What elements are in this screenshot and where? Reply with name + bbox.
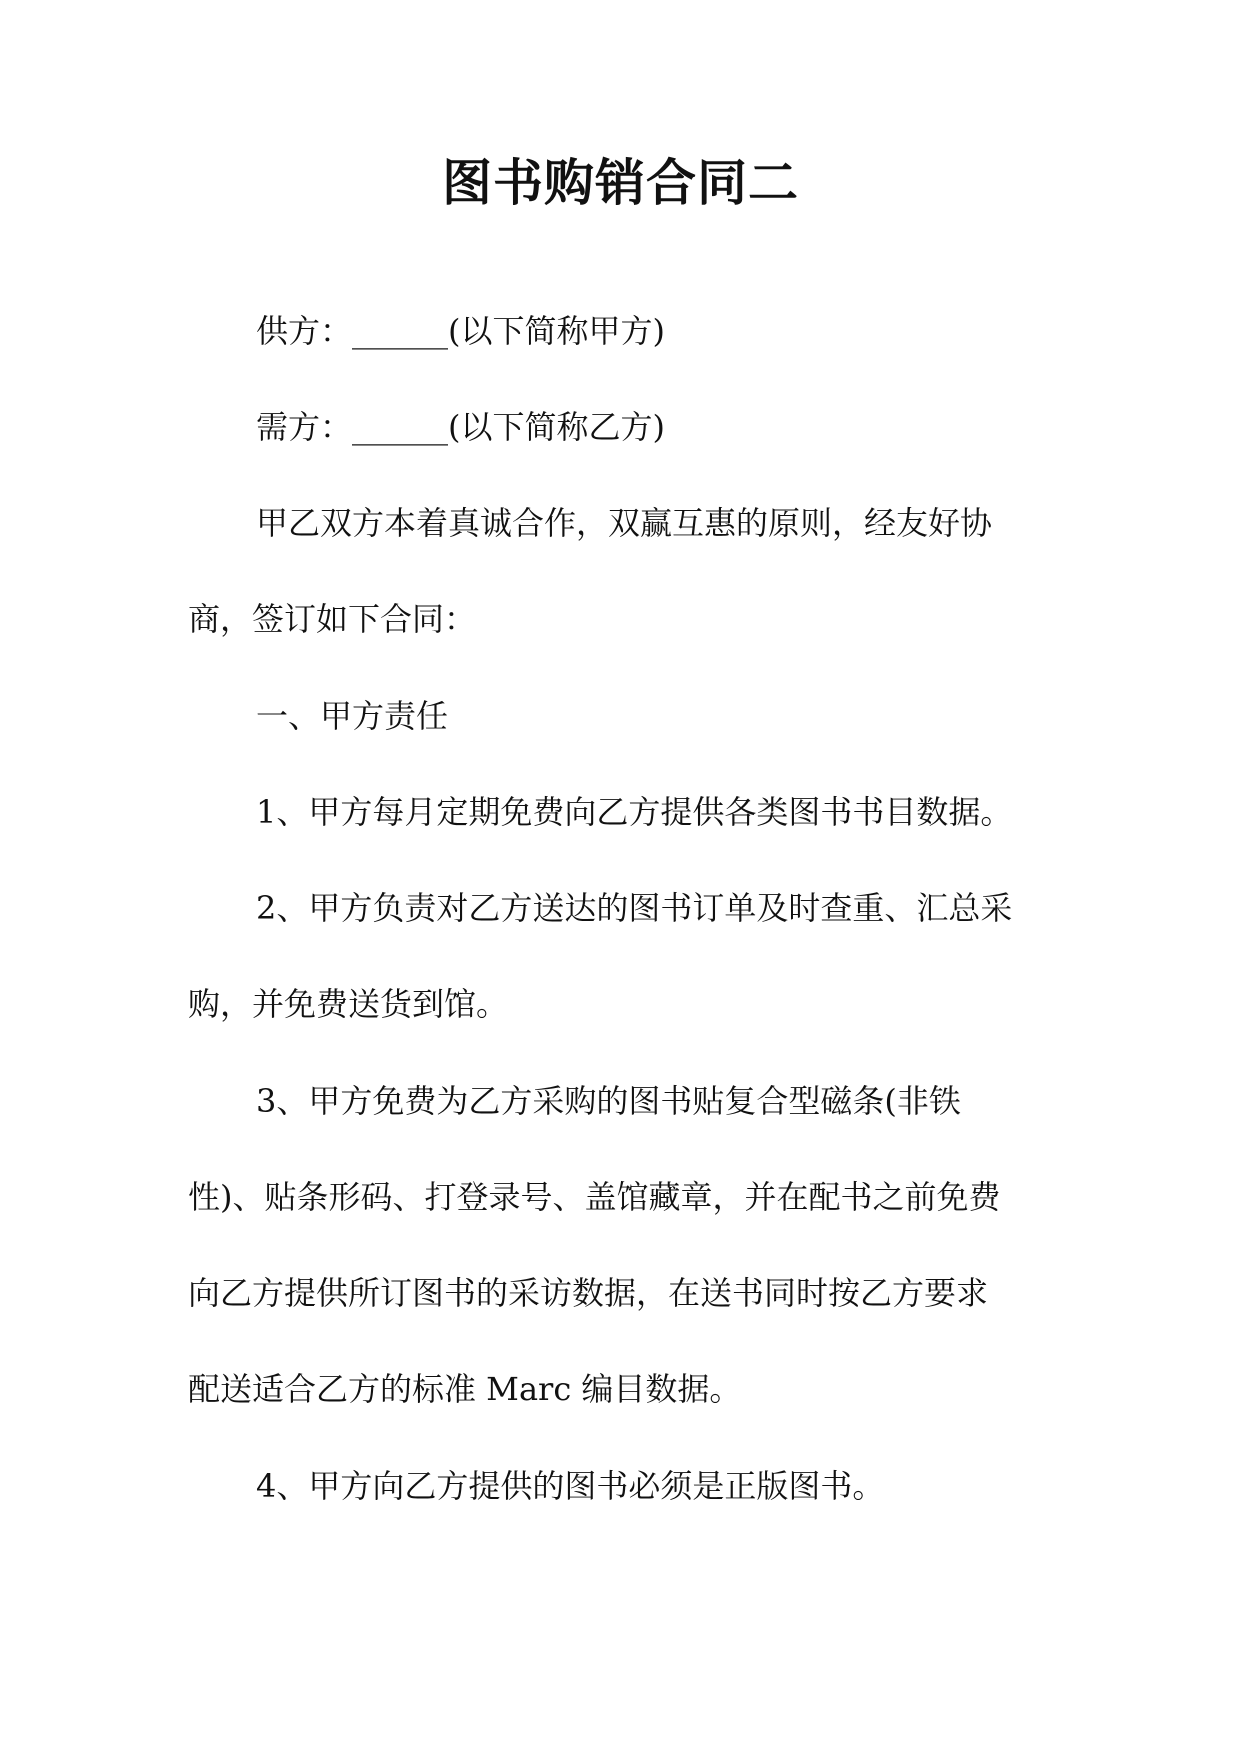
preamble-line-1: 甲乙双方本着真诚合作，双赢互惠的原则，经友好协 [256,504,993,542]
section-heading: 一、甲方责任 [256,697,449,735]
clause-3-line-2: 性)、贴条形码、打登录号、盖馆藏章，并在配书之前免费 [188,1178,1001,1216]
clause-4: 4、甲方向乙方提供的图书必须是正版图书。 [256,1467,885,1505]
clause-2-line-2: 购，并免费送货到馆。 [188,985,509,1023]
clause-3-line-3: 向乙方提供所订图书的采访数据，在送书同时按乙方要求 [188,1274,989,1312]
preamble-line-2: 商，签订如下合同： [188,600,477,638]
document-title: 图书购销合同二 [442,154,799,212]
clause-2-line-1: 2、甲方负责对乙方送达的图书订单及时查重、汇总采 [256,889,1013,927]
clause-3-line-1: 3、甲方免费为乙方采购的图书贴复合型磁条(非铁 [256,1082,961,1120]
buyer-line: 需方：______(以下简称乙方) [256,408,665,446]
clause-3-line-4: 配送适合乙方的标准 Marc 编目数据。 [188,1370,742,1408]
clause-1: 1、甲方每月定期免费向乙方提供各类图书书目数据。 [256,793,1013,831]
supplier-line: 供方：______(以下简称甲方) [256,312,665,350]
